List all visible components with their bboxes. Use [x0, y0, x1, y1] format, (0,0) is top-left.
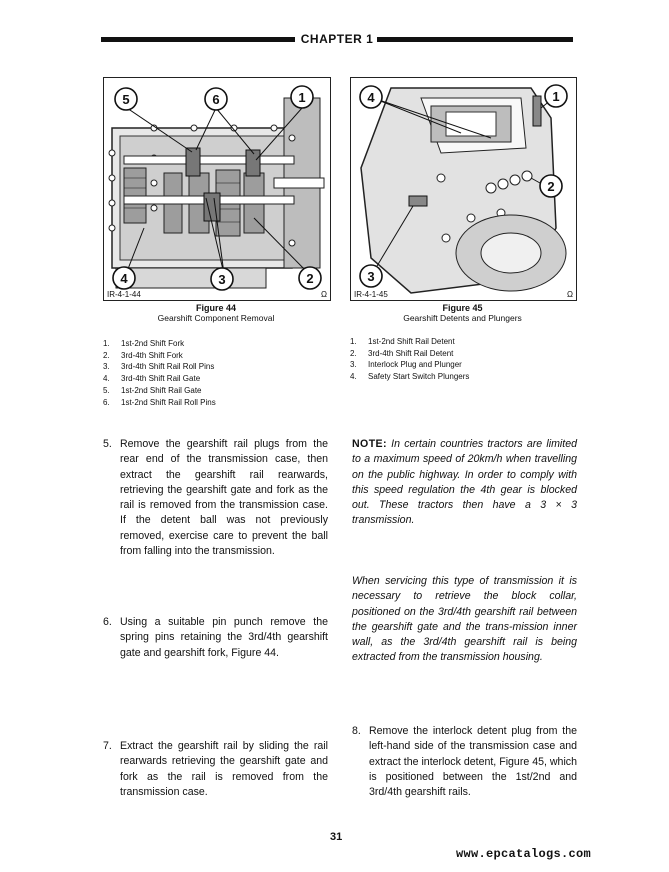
figure-44-legend	[103, 338, 333, 408]
callout-1: 1	[552, 89, 560, 104]
step-number: 8.	[352, 725, 361, 737]
header-rule-right	[377, 37, 573, 42]
figure-44-subtitle: Gearshift Component Removal	[157, 313, 275, 323]
legend-item: 2. 3rd-4th Shift Fork	[103, 350, 183, 360]
step-text: Extract the gearshift rail by sliding the rail rearwards retrieving the gearshift gate and fork as the rail is removed from the transmission case.	[120, 740, 328, 798]
legend-item: 2. 3rd-4th Shift Rail Detent	[350, 348, 454, 358]
note-label: NOTE:	[352, 438, 387, 450]
step-text: Using a suitable pin punch remove the spring pins retaining the 3rd/4th gearshift gate and gearshift fork, Figure 44.	[120, 616, 328, 659]
step-number: 6.	[103, 616, 112, 628]
legend-item: 1. 1st-2nd Shift Fork	[103, 339, 185, 348]
legend-item: 5. 1st-2nd Shift Rail Gate	[103, 385, 202, 395]
figure-44-illustration	[103, 77, 331, 301]
chapter-title: CHAPTER 1	[300, 32, 374, 46]
figure-44-caption	[103, 303, 329, 323]
step-text: Remove the interlock detent plug from the left-hand side of the transmission case and extract the interlock detent, Figure 45, which is positioned between the 1st/2nd and 3rd/4th gearshift rails.	[369, 725, 577, 799]
watermark: www.epcatalogs.com	[456, 847, 592, 861]
figure-45-legend	[350, 336, 580, 383]
gearshift-assembly-drawing	[104, 78, 330, 300]
figure-id-label: IR-4-1-45	[354, 290, 388, 299]
step-6	[103, 615, 328, 661]
callout-2: 2	[306, 271, 314, 286]
figure-corner-mark: Ω	[567, 290, 573, 299]
legend-item: 4. Safety Start Switch Plungers	[350, 372, 470, 382]
callout-2: 2	[547, 179, 555, 194]
step-number: 5.	[103, 438, 112, 450]
step-number: 7.	[103, 740, 112, 752]
note-text: In certain countries tractors are limited to a maximum speed of 20km/h when travelling on the public highway. In order to comply with this speed regulation the 4th gear is blocked out. These tractors then have a 3 × 3 transmission.	[352, 438, 577, 527]
callout-3: 3	[367, 269, 375, 284]
note-continuation	[352, 574, 577, 666]
figure-45-caption	[350, 303, 575, 323]
callout-3: 3	[218, 272, 226, 287]
legend-item: 1. 1st-2nd Shift Rail Detent	[350, 337, 455, 346]
figure-44-title: Figure 44	[195, 303, 236, 313]
figure-45-title: Figure 45	[442, 303, 483, 313]
page-number: 31	[330, 831, 343, 843]
callout-4: 4	[367, 90, 375, 105]
step-5	[103, 437, 328, 559]
header-rule-left	[101, 37, 295, 42]
transmission-case-drawing	[351, 78, 576, 300]
note-text-2: When servicing this type of transmission it is necessary to retrieve the block collar, positioned on the 3rd/4th gearshift rail between the gearshift gate and the trans-mission inner wall, as the 3rd/4th gearshift rail is being extracted from the transmission housing.	[352, 575, 577, 664]
callout-4: 4	[120, 271, 128, 286]
note-block	[352, 437, 577, 529]
callout-1: 1	[298, 90, 306, 105]
chapter-header	[101, 33, 573, 49]
step-text: Remove the gearshift rail plugs from the rear end of the transmission case, then extract the gearshift rail rearwards, retrieving the gearshift gate and fork as the rail is removed from the transmission case. If the detent ball was not previously removed, exercise care to prevent the ball from falling into the transmission.	[120, 438, 328, 558]
legend-item: 3. 3rd-4th Shift Rail Roll Pins	[103, 362, 215, 372]
step-7	[103, 739, 328, 800]
callout-5: 5	[122, 92, 130, 107]
figure-45-illustration	[350, 77, 577, 301]
figure-corner-mark: Ω	[321, 290, 327, 299]
step-8	[352, 724, 577, 800]
legend-item: 4. 3rd-4th Shift Rail Gate	[103, 374, 201, 384]
legend-item: 6. 1st-2nd Shift Rail Roll Pins	[103, 397, 216, 407]
figure-id-label: IR-4-1-44	[107, 290, 141, 299]
callout-6: 6	[212, 92, 220, 107]
figure-45-subtitle: Gearshift Detents and Plungers	[403, 313, 522, 323]
legend-item: 3. Interlock Plug and Plunger	[350, 360, 462, 370]
